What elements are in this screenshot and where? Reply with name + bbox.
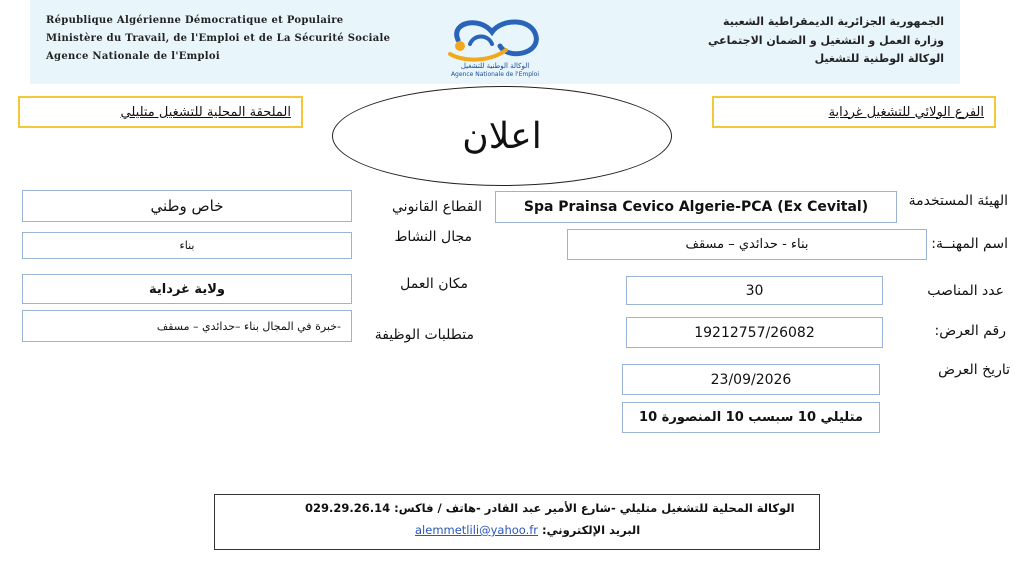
activity-field-value: بناء xyxy=(22,232,352,259)
job-requirements-label: متطلبات الوظيفة xyxy=(374,327,474,343)
workplace-value: ولاية غرداية xyxy=(22,274,352,304)
local-annex-box xyxy=(18,96,303,128)
announcement-title-text: اعلان xyxy=(462,115,542,157)
logo-caption-fr: Agence Nationale de l'Emploi xyxy=(450,71,540,78)
footer-address: الوكالة المحلية للتشغيل متليلي -شارع الأمير عبد القادر -هاتف / فاكس: 029.29.26.14 xyxy=(305,501,795,515)
footer-email-link[interactable]: alemmetlili@yahoo.fr xyxy=(415,523,539,537)
header-ar-republic: الجمهورية الجزائرية الديمقراطية الشعبية xyxy=(723,15,944,28)
offer-number-value: 19212757/26082 xyxy=(626,317,883,348)
local-annex-label: الملحقة المحلية للتشغيل متليلي xyxy=(120,104,291,120)
employer-label: الهيئة المستخدمة xyxy=(908,193,1008,209)
positions-value: 30 xyxy=(626,276,883,305)
address-value: متليلي 10 سبسب 10 المنصورة 10 xyxy=(622,402,880,433)
wilaya-branch-box xyxy=(712,96,996,128)
offer-number-label: رقم العرض: xyxy=(934,323,1006,339)
legal-sector-label: القطاع القانوني xyxy=(392,199,482,215)
header-fr-republic: République Algérienne Démocratique et Populaire xyxy=(46,15,344,26)
job-requirements-value: -خبرة في المجال بناء –حدائدي – مسقف xyxy=(22,310,352,342)
offer-date-label: تاريخ العرض xyxy=(938,362,1010,378)
header-ar-agency: الوكالة الوطنية للتشغيل xyxy=(814,52,944,65)
workplace-label: مكان العمل xyxy=(400,276,468,292)
wilaya-branch-label: الفرع الولائي للتشغيل غرداية xyxy=(828,104,984,120)
employer-value: Spa Prainsa Cevico Algerie-PCA (Ex Cevital) xyxy=(495,191,897,223)
logo-caption-ar: الوكالة الوطنية للتشغيل xyxy=(460,62,530,70)
activity-field-label: مجال النشاط xyxy=(394,229,472,245)
header-fr-agency: Agence Nationale de l'Emploi xyxy=(46,51,220,62)
announcement-title xyxy=(332,86,672,186)
header-fr-ministry: Ministère du Travail, de l'Emploi et de La Sécurité Sociale xyxy=(46,33,391,44)
offer-date-value: 23/09/2026 xyxy=(622,364,880,395)
footer-email-line xyxy=(415,523,640,537)
footer-email-label: البريد الإلكتروني: xyxy=(542,523,641,537)
job-label: اسم المهنــة: xyxy=(931,236,1008,252)
contact-footer xyxy=(214,494,820,550)
legal-sector-value: خاص وطني xyxy=(22,190,352,222)
positions-label: عدد المناصب xyxy=(927,283,1004,299)
job-value: بناء - حدائدي – مسقف xyxy=(567,229,927,260)
header-ar-ministry: وزارة العمل و التشغيل و الضمان الاجتماعي xyxy=(708,34,944,47)
